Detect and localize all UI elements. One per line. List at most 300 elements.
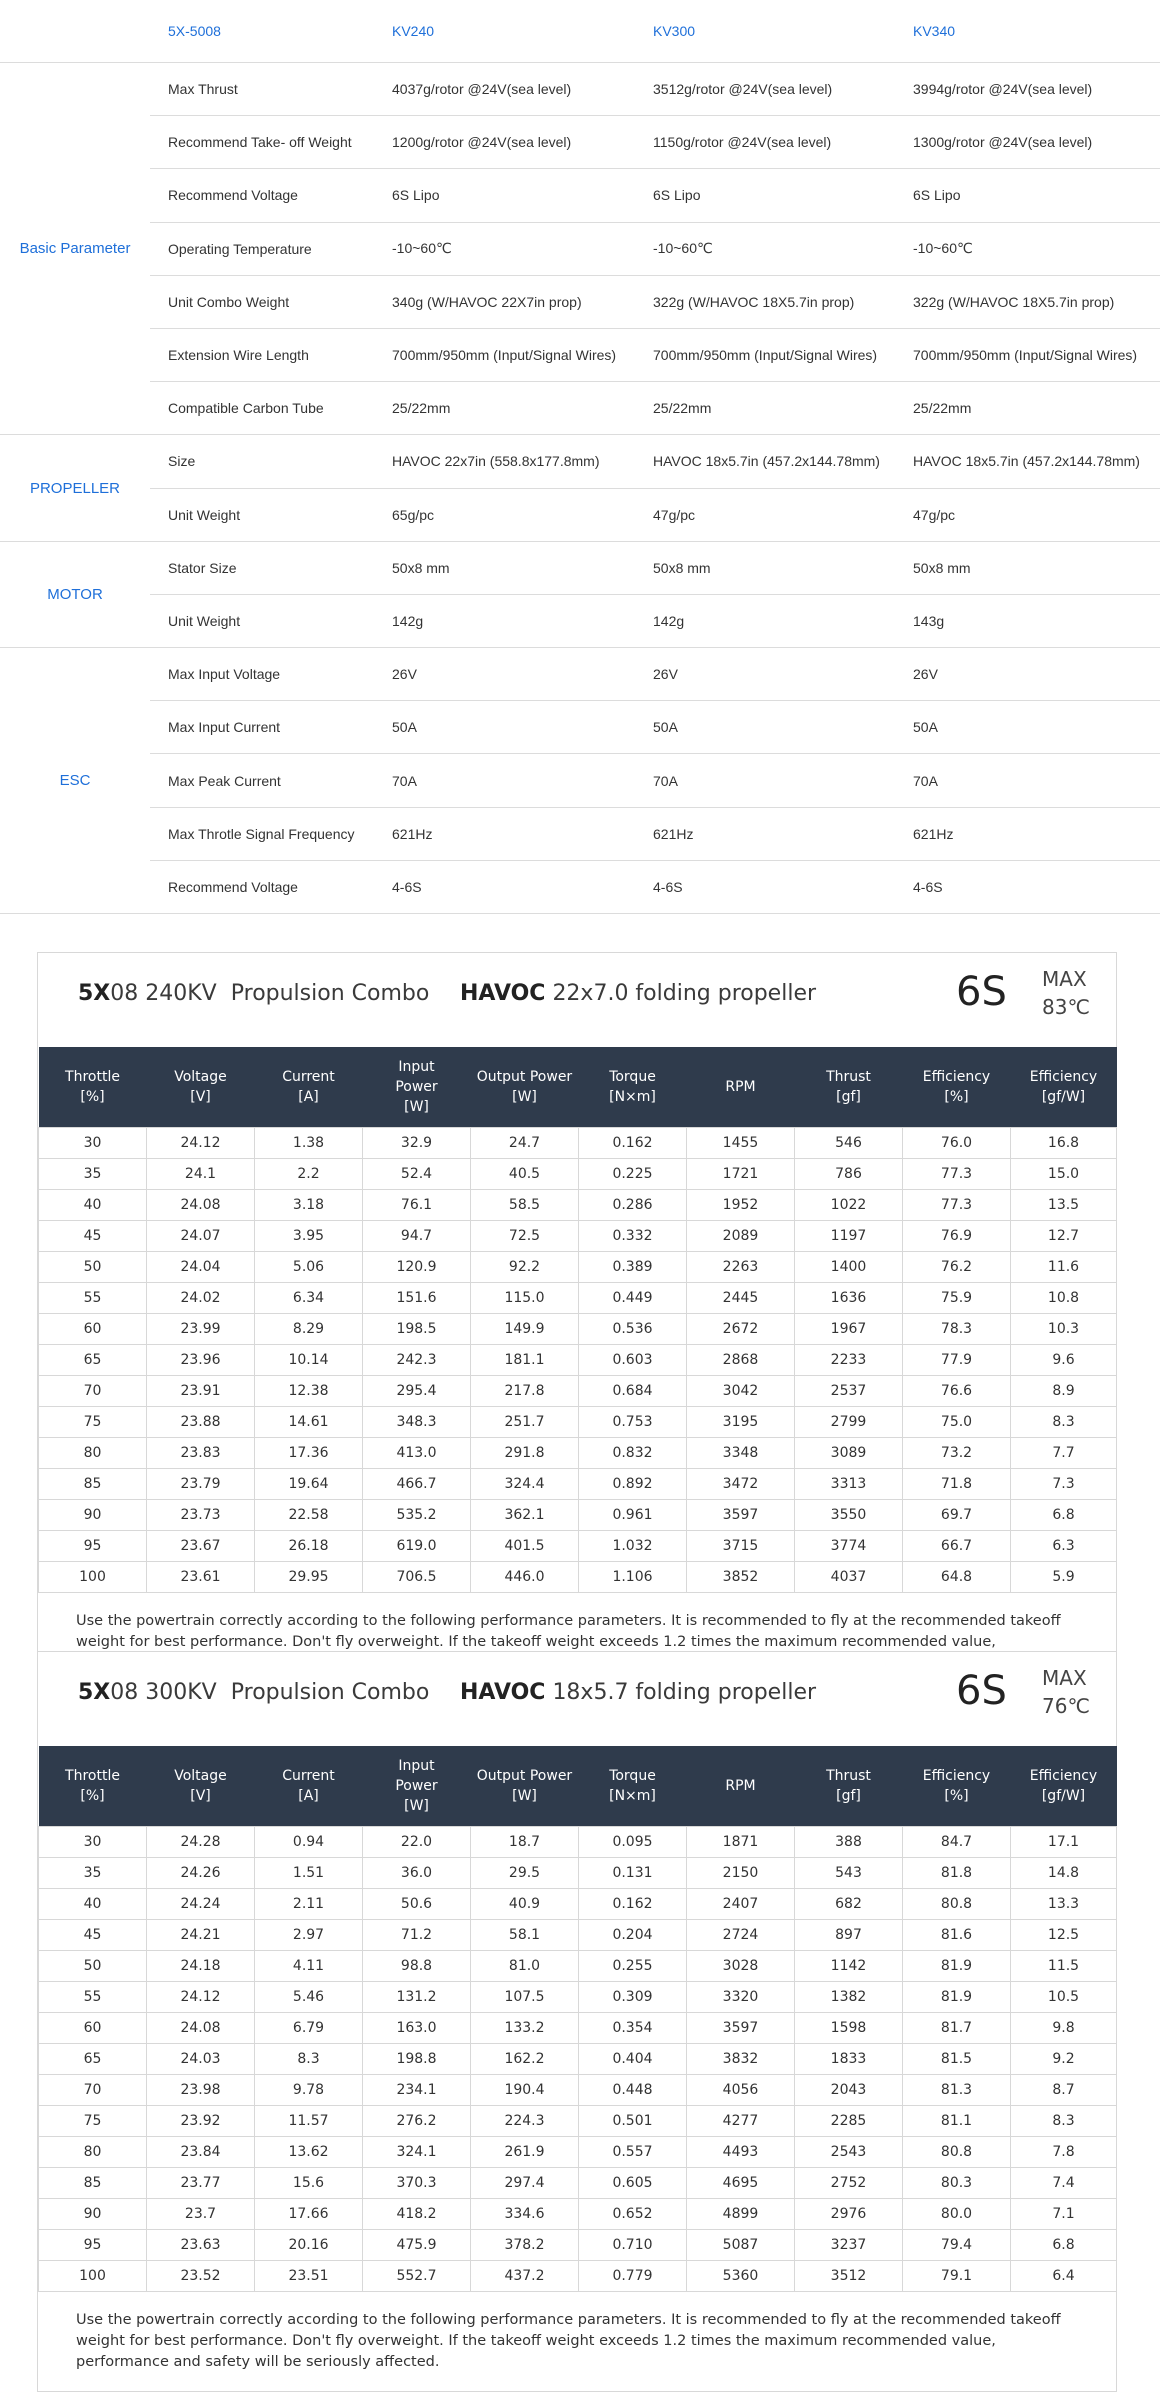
table-cell: 7.4	[1011, 2168, 1117, 2199]
table-cell: 84.7	[903, 1827, 1011, 1858]
table-cell: 23.91	[147, 1376, 255, 1407]
table-cell: 81.9	[903, 1982, 1011, 2013]
table-cell: 69.7	[903, 1500, 1011, 1531]
column-header-line: Efficiency	[922, 1768, 991, 1784]
table-cell: 0.404	[579, 2044, 687, 2075]
table-cell: 9.78	[255, 2075, 363, 2106]
table-row	[39, 1159, 1117, 1190]
column-header	[39, 1746, 147, 1827]
table-row	[39, 1345, 1117, 1376]
column-header	[795, 1047, 903, 1128]
column-header	[903, 1746, 1011, 1827]
spec-param-label: Recommend Voltage	[150, 860, 392, 913]
table-cell: 3.18	[255, 1190, 363, 1221]
table-cell: 2537	[795, 1376, 903, 1407]
table-cell: 3028	[687, 1951, 795, 1982]
table-cell: 0.710	[579, 2230, 687, 2261]
spec-value: 142g	[653, 594, 913, 647]
table-cell: 24.18	[147, 1951, 255, 1982]
table-cell: 9.8	[1011, 2013, 1117, 2044]
spec-value: 47g/pc	[653, 488, 913, 541]
column-header-line: [gf]	[836, 1089, 861, 1105]
table-cell: 76.9	[903, 1221, 1011, 1252]
column-header-line: Efficiency	[1029, 1768, 1098, 1784]
table-cell: 8.29	[255, 1314, 363, 1345]
table-cell: 22.0	[363, 1827, 471, 1858]
table-cell: 23.92	[147, 2106, 255, 2137]
table-cell: 475.9	[363, 2230, 471, 2261]
table-cell: 0.095	[579, 1827, 687, 1858]
table-cell: 1967	[795, 1314, 903, 1345]
spec-value: HAVOC 18x5.7in (457.2x144.78mm)	[913, 435, 1160, 488]
table-cell: 0.684	[579, 1376, 687, 1407]
spec-group-label: MOTOR	[0, 541, 150, 647]
table-cell: 18.7	[471, 1827, 579, 1858]
table-cell: 66.7	[903, 1531, 1011, 1562]
spec-header-row	[0, 0, 1160, 63]
spec-param-label: Max Peak Current	[150, 754, 392, 807]
table-cell: 0.605	[579, 2168, 687, 2199]
table-cell: 2672	[687, 1314, 795, 1345]
table-cell: 242.3	[363, 1345, 471, 1376]
table-cell: 23.63	[147, 2230, 255, 2261]
table-cell: 1952	[687, 1190, 795, 1221]
table-cell: 151.6	[363, 1283, 471, 1314]
column-header-line: Thrust	[826, 1069, 871, 1085]
column-header-line: [%]	[80, 1089, 105, 1105]
table-cell: 9.2	[1011, 2044, 1117, 2075]
table-cell: 16.8	[1011, 1128, 1117, 1159]
table-cell: 6.34	[255, 1283, 363, 1314]
column-header	[687, 1047, 795, 1128]
table-cell: 60	[39, 1314, 147, 1345]
spec-body	[0, 0, 1160, 914]
column-header-line: Output Power	[476, 1069, 573, 1085]
column-header	[579, 1047, 687, 1128]
spec-value: 1300g/rotor @24V(sea level)	[913, 116, 1160, 169]
spec-row	[0, 328, 1160, 381]
table-cell: 23.79	[147, 1469, 255, 1500]
table-row	[39, 1562, 1117, 1593]
table-cell: 0.131	[579, 1858, 687, 1889]
table-cell: 35	[39, 1159, 147, 1190]
table-cell: 71.2	[363, 1920, 471, 1951]
table-cell: 85	[39, 1469, 147, 1500]
table-cell: 14.61	[255, 1407, 363, 1438]
performance-panel-300kv	[37, 1651, 1117, 2392]
table-cell: 23.88	[147, 1407, 255, 1438]
table-cell: 619.0	[363, 1531, 471, 1562]
propeller-desc: 18x5.7 folding propeller	[552, 1680, 817, 1705]
table-cell: 90	[39, 2199, 147, 2230]
column-header-line: Voltage	[174, 1768, 227, 1784]
table-cell: 13.3	[1011, 1889, 1117, 1920]
table-cell: 10.14	[255, 1345, 363, 1376]
max-label: MAX	[1042, 967, 1087, 991]
column-header	[1011, 1746, 1117, 1827]
column-header	[471, 1746, 579, 1827]
performance-header-row	[39, 1746, 1117, 1827]
table-cell: 251.7	[471, 1407, 579, 1438]
column-header-line: [W]	[512, 1788, 537, 1804]
table-cell: 413.0	[363, 1438, 471, 1469]
combo-title-bar	[38, 953, 1116, 1047]
table-cell: 261.9	[471, 2137, 579, 2168]
column-header	[39, 1047, 147, 1128]
spec-value: 322g (W/HAVOC 18X5.7in prop)	[653, 275, 913, 328]
column-header-line: [%]	[944, 1089, 969, 1105]
cell-count: 6S	[956, 969, 1007, 1015]
table-cell: 362.1	[471, 1500, 579, 1531]
spec-header-kv300: KV300	[653, 0, 913, 63]
spec-value: 4-6S	[653, 860, 913, 913]
table-row	[39, 1128, 1117, 1159]
table-cell: 24.26	[147, 1858, 255, 1889]
spec-group-label: PROPELLER	[0, 435, 150, 541]
table-cell: 198.5	[363, 1314, 471, 1345]
table-cell: 0.779	[579, 2261, 687, 2292]
spec-group-label: Basic Parameter	[0, 63, 150, 435]
table-cell: 75.9	[903, 1283, 1011, 1314]
spec-value: 25/22mm	[392, 382, 653, 435]
table-cell: 6.8	[1011, 1500, 1117, 1531]
table-cell: 0.162	[579, 1889, 687, 1920]
spec-value: HAVOC 22x7in (558.8x177.8mm)	[392, 435, 653, 488]
column-header	[795, 1746, 903, 1827]
spec-value: 25/22mm	[913, 382, 1160, 435]
table-cell: 5.9	[1011, 1562, 1117, 1593]
table-cell: 58.1	[471, 1920, 579, 1951]
table-cell: 131.2	[363, 1982, 471, 2013]
table-cell: 81.8	[903, 1858, 1011, 1889]
column-header-line: Input	[398, 1059, 435, 1075]
spec-value: 70A	[913, 754, 1160, 807]
table-cell: 7.1	[1011, 2199, 1117, 2230]
table-row	[39, 1531, 1117, 1562]
table-cell: 98.8	[363, 1951, 471, 1982]
table-cell: 24.08	[147, 2013, 255, 2044]
column-header	[579, 1746, 687, 1827]
table-cell: 81.0	[471, 1951, 579, 1982]
table-cell: 0.652	[579, 2199, 687, 2230]
table-row	[39, 2013, 1117, 2044]
table-row	[39, 1500, 1117, 1531]
table-cell: 52.4	[363, 1159, 471, 1190]
table-cell: 24.08	[147, 1190, 255, 1221]
spec-value: 143g	[913, 594, 1160, 647]
table-cell: 2799	[795, 1407, 903, 1438]
column-header-line: Power	[395, 1079, 438, 1095]
table-cell: 29.5	[471, 1858, 579, 1889]
table-cell: 0.603	[579, 1345, 687, 1376]
table-cell: 24.02	[147, 1283, 255, 1314]
table-cell: 81.1	[903, 2106, 1011, 2137]
column-header	[255, 1047, 363, 1128]
table-cell: 81.6	[903, 1920, 1011, 1951]
spec-value: 621Hz	[913, 807, 1160, 860]
spec-value: 4037g/rotor @24V(sea level)	[392, 63, 653, 116]
table-cell: 3472	[687, 1469, 795, 1500]
table-cell: 2543	[795, 2137, 903, 2168]
table-row	[39, 1407, 1117, 1438]
column-header-line: RPM	[725, 1778, 756, 1794]
table-cell: 23.67	[147, 1531, 255, 1562]
table-cell: 149.9	[471, 1314, 579, 1345]
table-row	[39, 1889, 1117, 1920]
spec-param-label: Unit Combo Weight	[150, 275, 392, 328]
table-cell: 50	[39, 1252, 147, 1283]
table-cell: 78.3	[903, 1314, 1011, 1345]
table-cell: 60	[39, 2013, 147, 2044]
table-row	[39, 2230, 1117, 2261]
table-cell: 80.0	[903, 2199, 1011, 2230]
table-cell: 0.961	[579, 1500, 687, 1531]
table-cell: 26.18	[255, 1531, 363, 1562]
table-cell: 2407	[687, 1889, 795, 1920]
table-cell: 3832	[687, 2044, 795, 2075]
column-header-line: Throttle	[65, 1768, 120, 1784]
table-row	[39, 2199, 1117, 2230]
table-cell: 29.95	[255, 1562, 363, 1593]
max-label: MAX	[1042, 1666, 1087, 1690]
table-cell: 32.9	[363, 1128, 471, 1159]
table-cell: 100	[39, 2261, 147, 2292]
table-cell: 24.21	[147, 1920, 255, 1951]
spec-value: 621Hz	[392, 807, 653, 860]
spec-header-model: 5X-5008	[150, 0, 392, 63]
table-cell: 8.3	[1011, 2106, 1117, 2137]
table-cell: 0.536	[579, 1314, 687, 1345]
table-cell: 552.7	[363, 2261, 471, 2292]
combo-model: 08 300KV	[110, 1680, 217, 1705]
table-cell: 15.6	[255, 2168, 363, 2199]
spec-value: 700mm/950mm (Input/Signal Wires)	[392, 328, 653, 381]
table-cell: 24.12	[147, 1128, 255, 1159]
table-cell: 2.2	[255, 1159, 363, 1190]
spec-header-kv240: KV240	[392, 0, 653, 63]
table-cell: 11.6	[1011, 1252, 1117, 1283]
performance-head	[39, 1746, 1117, 1827]
table-cell: 276.2	[363, 2106, 471, 2137]
spec-row	[0, 648, 1160, 701]
table-cell: 4037	[795, 1562, 903, 1593]
spec-value: -10~60℃	[913, 222, 1160, 275]
spec-value: HAVOC 18x5.7in (457.2x144.78mm)	[653, 435, 913, 488]
combo-title	[78, 1680, 429, 1705]
table-cell: 81.5	[903, 2044, 1011, 2075]
propeller-desc: 22x7.0 folding propeller	[552, 981, 817, 1006]
table-cell: 190.4	[471, 2075, 579, 2106]
table-cell: 1721	[687, 1159, 795, 1190]
spec-row	[0, 382, 1160, 435]
spec-row	[0, 222, 1160, 275]
spec-param-label: Max Input Current	[150, 701, 392, 754]
table-cell: 535.2	[363, 1500, 471, 1531]
table-cell: 90	[39, 1500, 147, 1531]
column-header-line: [%]	[80, 1788, 105, 1804]
combo-title	[78, 981, 429, 1006]
table-cell: 115.0	[471, 1283, 579, 1314]
table-cell: 0.501	[579, 2106, 687, 2137]
spec-value: 50x8 mm	[913, 541, 1160, 594]
table-cell: 897	[795, 1920, 903, 1951]
combo-series: 5X	[78, 1680, 111, 1705]
table-cell: 23.52	[147, 2261, 255, 2292]
table-cell: 80	[39, 1438, 147, 1469]
spec-value: 25/22mm	[653, 382, 913, 435]
spec-param-label: Operating Temperature	[150, 222, 392, 275]
performance-table	[38, 1047, 1117, 1593]
table-cell: 4493	[687, 2137, 795, 2168]
table-cell: 401.5	[471, 1531, 579, 1562]
table-cell: 6.8	[1011, 2230, 1117, 2261]
spec-value: 322g (W/HAVOC 18X5.7in prop)	[913, 275, 1160, 328]
table-cell: 92.2	[471, 1252, 579, 1283]
table-cell: 23.61	[147, 1562, 255, 1593]
max-temp: 83℃	[1042, 995, 1090, 1019]
table-cell: 297.4	[471, 2168, 579, 2199]
table-cell: 3715	[687, 1531, 795, 1562]
spec-param-label: Size	[150, 435, 392, 488]
table-cell: 22.58	[255, 1500, 363, 1531]
spec-value: 3512g/rotor @24V(sea level)	[653, 63, 913, 116]
table-cell: 23.73	[147, 1500, 255, 1531]
table-cell: 80	[39, 2137, 147, 2168]
table-cell: 5.06	[255, 1252, 363, 1283]
table-cell: 75	[39, 1407, 147, 1438]
table-row	[39, 1376, 1117, 1407]
spec-table	[0, 0, 1160, 914]
spec-value: 26V	[653, 648, 913, 701]
table-cell: 76.0	[903, 1128, 1011, 1159]
table-cell: 24.03	[147, 2044, 255, 2075]
table-cell: 4.11	[255, 1951, 363, 1982]
spec-value: 70A	[653, 754, 913, 807]
spec-row	[0, 435, 1160, 488]
column-header-line: Throttle	[65, 1069, 120, 1085]
table-cell: 3237	[795, 2230, 903, 2261]
table-cell: 3313	[795, 1469, 903, 1500]
table-cell: 17.36	[255, 1438, 363, 1469]
propeller-title	[460, 981, 816, 1006]
column-header-line: Input	[398, 1758, 435, 1774]
table-cell: 446.0	[471, 1562, 579, 1593]
column-header	[363, 1746, 471, 1827]
table-cell: 76.2	[903, 1252, 1011, 1283]
table-row	[39, 1438, 1117, 1469]
table-cell: 85	[39, 2168, 147, 2199]
table-cell: 2976	[795, 2199, 903, 2230]
table-cell: 24.28	[147, 1827, 255, 1858]
table-cell: 0.753	[579, 1407, 687, 1438]
table-cell: 0.204	[579, 1920, 687, 1951]
table-cell: 23.98	[147, 2075, 255, 2106]
table-cell: 466.7	[363, 1469, 471, 1500]
table-cell: 24.04	[147, 1252, 255, 1283]
table-cell: 706.5	[363, 1562, 471, 1593]
table-cell: 12.5	[1011, 1920, 1117, 1951]
table-cell: 163.0	[363, 2013, 471, 2044]
table-cell: 10.5	[1011, 1982, 1117, 2013]
table-cell: 23.99	[147, 1314, 255, 1345]
table-cell: 73.2	[903, 1438, 1011, 1469]
spec-value: 700mm/950mm (Input/Signal Wires)	[913, 328, 1160, 381]
column-header	[147, 1746, 255, 1827]
column-header-line: [gf]	[836, 1788, 861, 1804]
table-row	[39, 1951, 1117, 1982]
table-cell: 11.5	[1011, 1951, 1117, 1982]
table-cell: 8.9	[1011, 1376, 1117, 1407]
table-cell: 324.1	[363, 2137, 471, 2168]
table-cell: 76.6	[903, 1376, 1011, 1407]
table-cell: 0.449	[579, 1283, 687, 1314]
spec-value: 70A	[392, 754, 653, 807]
combo-label: Propulsion Combo	[230, 981, 430, 1006]
column-header-line: [V]	[190, 1788, 211, 1804]
column-header-line: [W]	[512, 1089, 537, 1105]
table-cell: 1.38	[255, 1128, 363, 1159]
table-cell: 40	[39, 1190, 147, 1221]
table-cell: 1400	[795, 1252, 903, 1283]
performance-body	[39, 1128, 1117, 1593]
spec-value: -10~60℃	[392, 222, 653, 275]
max-temp: 76℃	[1042, 1694, 1090, 1718]
spec-row	[0, 116, 1160, 169]
spec-row	[0, 594, 1160, 647]
table-cell: 75.0	[903, 1407, 1011, 1438]
table-cell: 5360	[687, 2261, 795, 2292]
column-header-line: Output Power	[476, 1768, 573, 1784]
table-cell: 80.3	[903, 2168, 1011, 2199]
spec-param-label: Unit Weight	[150, 594, 392, 647]
table-cell: 324.4	[471, 1469, 579, 1500]
propeller-title	[460, 1680, 816, 1705]
spec-value: 26V	[392, 648, 653, 701]
table-cell: 2089	[687, 1221, 795, 1252]
column-header	[687, 1746, 795, 1827]
table-cell: 3320	[687, 1982, 795, 2013]
table-cell: 3550	[795, 1500, 903, 1531]
table-row	[39, 1858, 1117, 1889]
table-cell: 8.3	[1011, 1407, 1117, 1438]
column-header	[1011, 1047, 1117, 1128]
table-cell: 95	[39, 2230, 147, 2261]
table-cell: 0.255	[579, 1951, 687, 1982]
table-cell: 24.24	[147, 1889, 255, 1920]
column-header-line: [N×m]	[609, 1788, 656, 1804]
table-row	[39, 1252, 1117, 1283]
table-cell: 4277	[687, 2106, 795, 2137]
spec-row	[0, 807, 1160, 860]
column-header-line: Thrust	[826, 1768, 871, 1784]
spec-row	[0, 488, 1160, 541]
table-cell: 2868	[687, 1345, 795, 1376]
table-cell: 3774	[795, 1531, 903, 1562]
table-cell: 14.8	[1011, 1858, 1117, 1889]
spec-value: 50A	[392, 701, 653, 754]
column-header-line: Current	[282, 1069, 335, 1085]
table-cell: 55	[39, 1283, 147, 1314]
table-cell: 65	[39, 2044, 147, 2075]
table-cell: 682	[795, 1889, 903, 1920]
spec-value: 1150g/rotor @24V(sea level)	[653, 116, 913, 169]
performance-head	[39, 1047, 1117, 1128]
table-cell: 2043	[795, 2075, 903, 2106]
performance-panel-240kv	[37, 952, 1117, 1693]
table-cell: 30	[39, 1128, 147, 1159]
spec-value: 340g (W/HAVOC 22X7in prop)	[392, 275, 653, 328]
table-cell: 0.448	[579, 2075, 687, 2106]
